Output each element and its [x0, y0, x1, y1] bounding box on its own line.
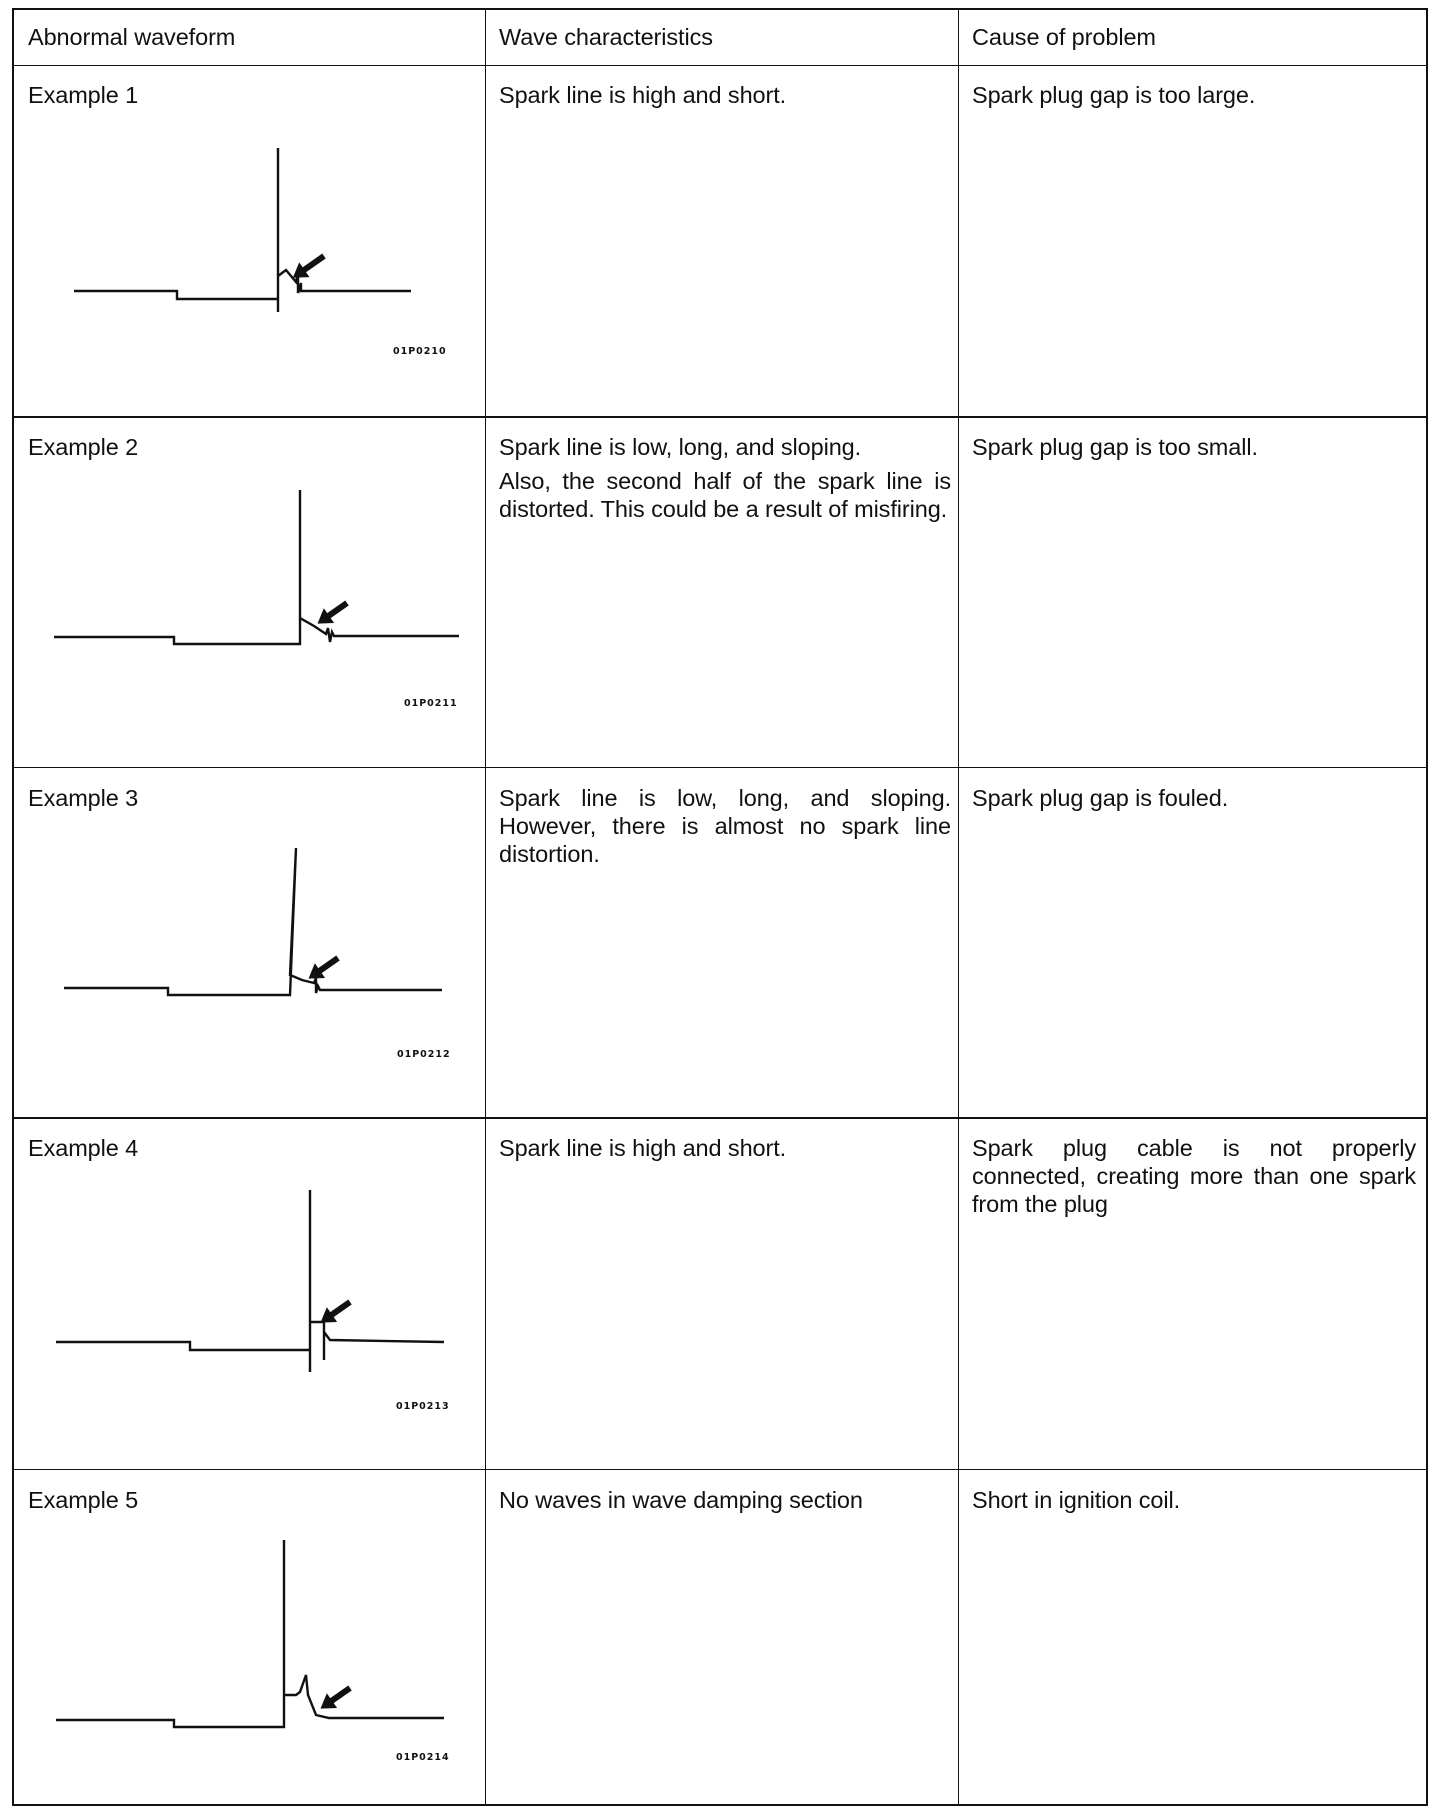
example-label: Example 4	[28, 1135, 139, 1161]
wave-characteristics-text: No waves in wave damping section	[499, 1487, 863, 1513]
figure-code: 01P0211	[404, 698, 458, 709]
arrow-icon	[312, 596, 352, 631]
example-label: Example 1	[28, 82, 139, 108]
figure-code: 01P0213	[396, 1401, 450, 1412]
wave-characteristics-text: Spark line is high and short.	[499, 82, 787, 108]
header-abnormal-waveform: Abnormal waveform	[28, 24, 236, 50]
figure-code: 01P0210	[393, 346, 447, 357]
header-cause-of-problem: Cause of problem	[972, 24, 1156, 50]
figure-code: 01P0212	[397, 1049, 451, 1060]
cause-text: Spark plug gap is fouled.	[972, 785, 1229, 811]
arrow-icon	[315, 1295, 355, 1330]
waveform-diagram	[34, 1530, 464, 1790]
waveform-table	[12, 8, 1428, 1806]
cause-text: Short in ignition coil.	[972, 1487, 1181, 1513]
wave-characteristics-text: Spark line is low, long, and sloping.	[499, 434, 862, 460]
cause-text: Spark plug gap is too large.	[972, 82, 1256, 108]
column-divider	[958, 10, 959, 1804]
header-divider	[14, 65, 1426, 66]
arrow-icon	[315, 1681, 355, 1716]
row-divider	[14, 1469, 1426, 1470]
figure-code: 01P0214	[396, 1752, 450, 1763]
example-label: Example 2	[28, 434, 139, 460]
header-wave-characteristics: Wave characteristics	[499, 24, 713, 50]
row-divider	[14, 767, 1426, 768]
column-divider	[485, 10, 486, 1804]
example-label: Example 5	[28, 1487, 139, 1513]
row-divider	[14, 416, 1426, 418]
wave-characteristics-text: Spark line is high and short.	[499, 1135, 787, 1161]
wave-characteristics-detail: Also, the second half of the spark line is distorted. This could be a result of misfiring.	[499, 468, 951, 522]
cause-text: Spark plug gap is too small.	[972, 434, 1258, 460]
row-divider	[14, 1117, 1426, 1119]
wave-characteristics-text: Spark line is low, long, and sloping. However, there is almost no spark line distortion.	[499, 785, 951, 867]
example-label: Example 3	[28, 785, 139, 811]
cause-text: Spark plug cable is not properly connected, creating more than one spark from the plug	[972, 1135, 1416, 1217]
